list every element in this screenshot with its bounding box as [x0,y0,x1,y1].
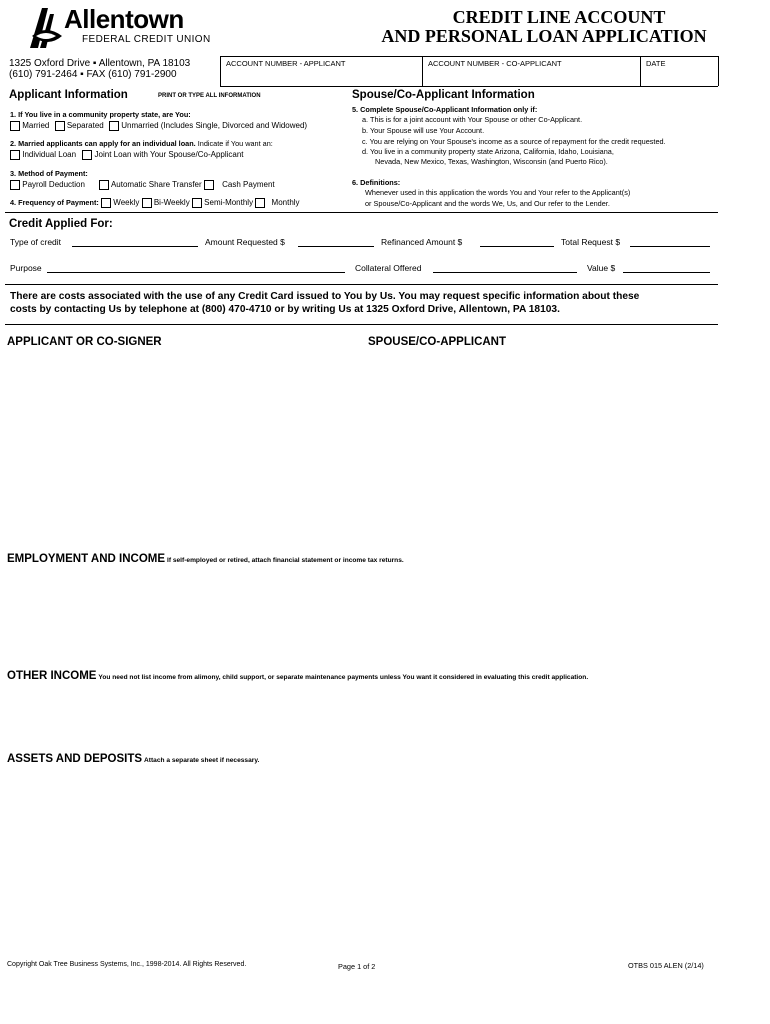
q1-label: 1. If You live in a community property state, are You: [10,110,191,119]
form-title-line1: CREDIT LINE ACCOUNT [452,7,666,27]
employment-title-row: EMPLOYMENT AND INCOME If self-employed or retired, attach financial statement or income tax returns. [7,553,404,565]
org-phone: (610) 791-2464 ▪ FAX (610) 791-2900 [9,69,177,80]
assets-title-row: ASSETS AND DEPOSITS Attach a separate sheet if necessary. [7,753,260,765]
type-of-credit-input[interactable] [72,246,198,247]
joint-loan-checkbox[interactable] [82,150,92,160]
q5a: a. This is for a joint account with Your Spouse or other Co-Applicant. [362,115,583,124]
collateral-offered-label: Collateral Offered [355,263,422,273]
form-code: OTBS 015 ALEN (2/14) [628,961,704,970]
logo [26,6,66,50]
org-address: 1325 Oxford Drive ▪ Allentown, PA 18103 [9,58,191,69]
form-title-line2: AND PERSONAL LOAN APPLICATION [381,26,707,46]
q6-label: 6. Definitions: [352,178,401,187]
disclosure-line2: costs by contacting Us by telephone at (800) 470-4710 or by writing Us at 1325 Oxford Drive, Allentown, PA 18103. [10,304,560,315]
spouse-section-title: SPOUSE/CO-APPLICANT [368,336,507,348]
amount-requested-input[interactable] [298,246,374,247]
monthly-checkbox[interactable] [255,198,265,208]
type-of-credit-label: Type of credit [10,237,62,247]
value-input[interactable] [623,272,710,273]
page-number: Page 1 of 2 [338,962,376,971]
account-number-coapplicant-label: ACCOUNT NUMBER - CO-APPLICANT [428,59,562,68]
automatic-share-transfer-checkbox[interactable] [99,180,109,190]
semi-monthly-checkbox[interactable] [192,198,202,208]
org-name: Allentown [64,4,184,34]
q5b: b. Your Spouse will use Your Account. [362,126,485,135]
bi-weekly-checkbox[interactable] [142,198,152,208]
print-note: PRINT OR TYPE ALL INFORMATION [158,93,261,99]
q5d-line1: d. You live in a community property state Arizona, California, Idaho, Louisiana, [362,147,614,156]
unmarried-checkbox[interactable] [109,121,119,131]
q6-line2: or Spouse/Co-Applicant and the words We, Us, and Our refer to the Lender. [365,199,610,208]
amount-requested-label: Amount Requested $ [205,237,285,247]
cash-payment-checkbox[interactable] [204,180,214,190]
q1-options: Married Separated Unmarried (Includes Single, Divorced and Widowed) [10,121,307,131]
married-checkbox[interactable] [10,121,20,131]
spouse-info-title: Spouse/Co-Applicant Information [352,89,535,101]
q3-options: Payroll Deduction Automatic Share Transfer Cash Payment [10,180,275,190]
q5-label: 5. Complete Spouse/Co-Applicant Information only if: [352,105,538,114]
purpose-input[interactable] [47,272,345,273]
collateral-offered-input[interactable] [433,272,577,273]
weekly-checkbox[interactable] [101,198,111,208]
total-request-input[interactable] [630,246,710,247]
q5d-line2: Nevada, New Mexico, Texas, Washington, Wisconsin (and Puerto Rico). [375,157,608,166]
copyright: Copyright Oak Tree Business Systems, Inc., 1998-2014. All Rights Reserved. [7,961,247,968]
account-number-applicant-label: ACCOUNT NUMBER - APPLICANT [226,59,346,68]
allentown-logo-icon [26,6,66,50]
date-label: DATE [646,59,666,68]
disclosure-line1: There are costs associated with the use of any Credit Card issued to You by Us. You may request specific information about these [10,291,640,302]
other-income-title-row: OTHER INCOME You need not list income from alimony, child support, or separate maintenance payments unless You want it considered in evaluating this credit application. [7,670,589,682]
q2-options: Individual Loan Joint Loan with Your Spouse/Co-Applicant [10,150,244,160]
q2-label: 2. Married applicants can apply for an individual loan. Indicate if You want an: [10,139,273,148]
q6-line1: Whenever used in this application the words You and Your refer to the Applicant(s) [365,188,631,197]
refinanced-amount-label: Refinanced Amount $ [381,237,463,247]
q5c: c. You are relying on Your Spouse's income as a source of repayment for the credit requested. [362,137,666,146]
applicant-info-title: Applicant Information [9,89,128,101]
payroll-deduction-checkbox[interactable] [10,180,20,190]
credit-applied-title: Credit Applied For: [9,218,113,230]
q3-label: 3. Method of Payment: [10,169,88,178]
value-label: Value $ [587,263,616,273]
total-request-label: Total Request $ [561,237,621,247]
applicant-section-title: APPLICANT OR CO-SIGNER [7,336,162,348]
org-subtitle: FEDERAL CREDIT UNION [82,34,211,45]
purpose-label: Purpose [10,263,42,273]
refinanced-amount-input[interactable] [480,246,554,247]
separated-checkbox[interactable] [55,121,65,131]
q4-row: 4. Frequency of Payment: Weekly Bi-Weekly Semi-Monthly Monthly [10,198,300,208]
individual-loan-checkbox[interactable] [10,150,20,160]
